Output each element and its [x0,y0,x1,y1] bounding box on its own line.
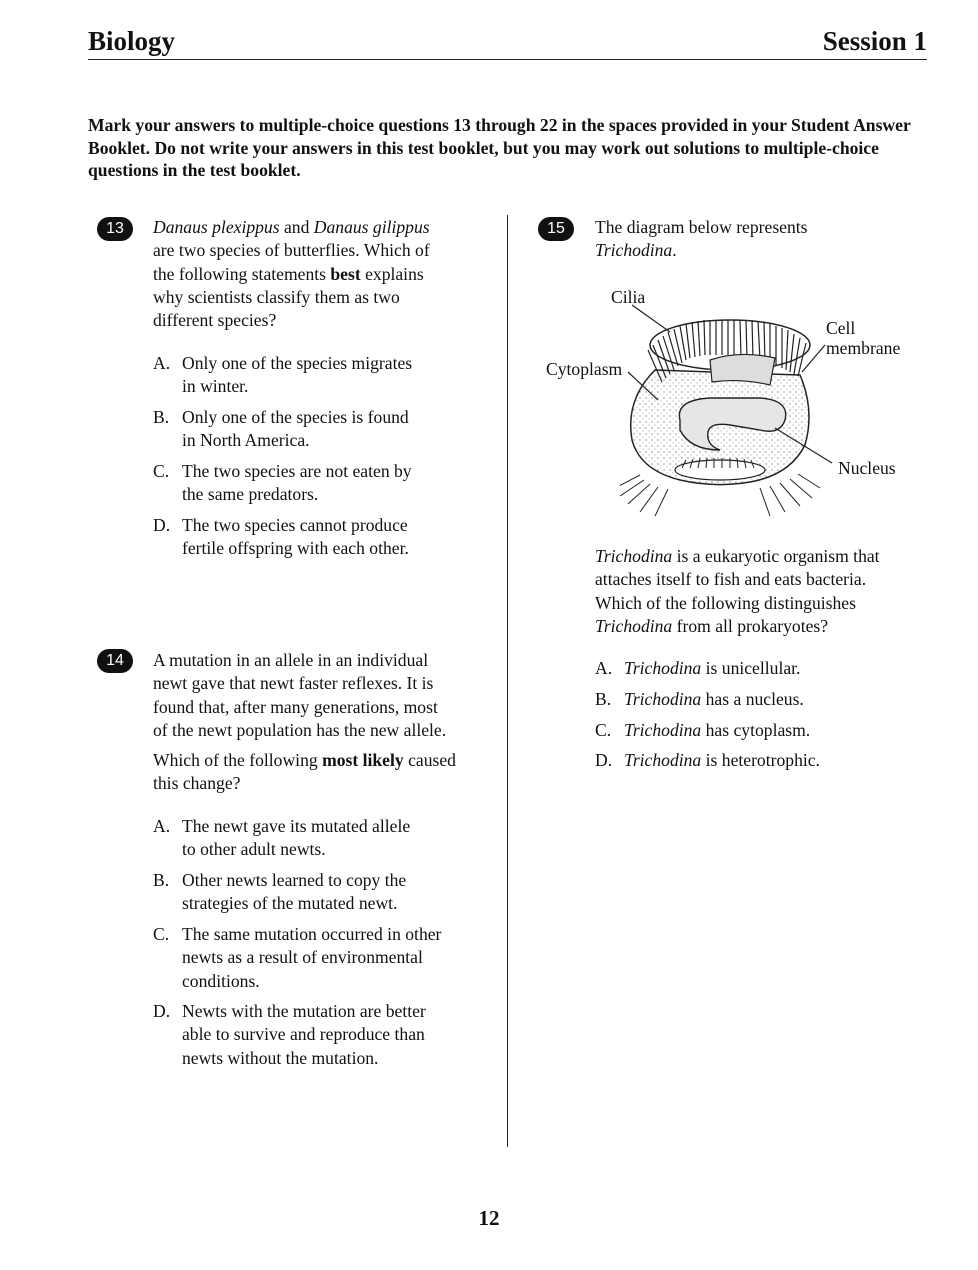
page-number: 12 [478,1206,500,1230]
question-15-stem: The diagram below represents Trichodina. [595,217,808,261]
question-14-prompt: Which of the following most likely caused this change? [153,750,456,794]
denticle-ring [675,460,765,480]
session-title: Session 1 [822,26,927,56]
question-15-number: 15 [538,217,574,241]
question-14-number: 14 [97,649,133,673]
trichodina-diagram [620,300,840,525]
question-15-body: Trichodina is a eukaryotic organism that attaches itself to fish and eats bacteria. Which of the following distinguishes Trichodina from all prokaryotes? [595,546,880,636]
label-cell: Cell [826,318,856,338]
subject-title: Biology [88,26,176,56]
question-13-number: 13 [97,217,133,241]
label-cytoplasm: Cytoplasm [546,359,623,379]
label-nucleus: Nucleus [838,458,896,478]
label-membrane: membrane [826,338,901,358]
label-cilia: Cilia [611,287,646,307]
column-divider [507,215,508,1147]
oral-groove [710,354,775,385]
page-header [88,22,927,60]
question-13-stem: Danaus plexippus and Danaus gilippus are two species of butterflies. Which of the following statements best explains why scientists classify them as two different species? [153,217,430,331]
question-14-stem: A mutation in an allele in an individual newt gave that newt faster reflexes. It is found that, after many generations, most of the newt population has the new allele. [153,650,447,740]
instructions: Mark your answers to multiple-choice questions 13 through 22 in the spaces provided in your Student Answer Booklet. Do not write your answers in this test booklet, but you may work out solutions to multiple-choice questions in the test booklet. [88,115,911,180]
